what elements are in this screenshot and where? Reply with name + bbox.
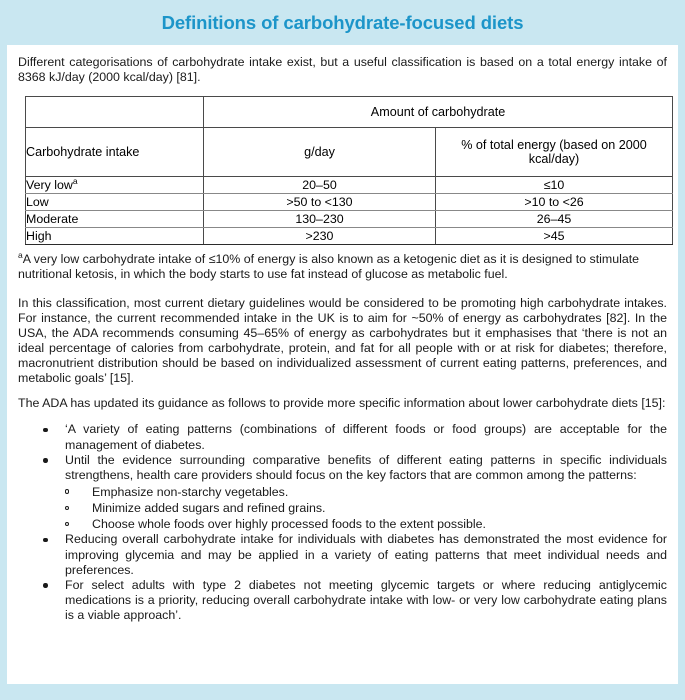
bullet-disc-icon — [43, 583, 48, 588]
ada-guidance-bullet-list — [18, 422, 667, 623]
table-footnote — [18, 252, 667, 283]
bullet-disc-icon — [43, 538, 48, 543]
table-cell-intake-label: Moderate — [26, 211, 204, 228]
table-cell-percent-energy: >45 — [436, 228, 673, 245]
table-row — [26, 194, 673, 211]
figure-title-bar — [0, 0, 685, 45]
bullet-circle-icon — [65, 489, 69, 493]
page-title: Definitions of carbohydrate-focused diets — [161, 11, 524, 33]
table-cell-percent-energy: ≤10 — [436, 177, 673, 194]
list-item — [65, 500, 667, 516]
table-cell-g-per-day: >50 to <130 — [204, 194, 436, 211]
footnote-marker: a — [18, 250, 23, 261]
list-item — [18, 422, 667, 452]
table-header-g-per-day: g/day — [204, 128, 436, 177]
list-item — [65, 484, 667, 500]
footnote-text: A very low carbohydrate intake of ≤10% of energy is also known as a ketogenic diet as it is designed to stimulate nutritional ketosis, in which the body starts to use fat instead of glucose as metabolic fuel. — [18, 252, 640, 282]
table-header-carbohydrate-intake: Carbohydrate intake — [26, 128, 204, 177]
list-item-text: For select adults with type 2 diabetes not meeting glycemic targets or where reducing antiglycemic medications is a priority, reducing overall carbohydrate intake with low- or very low carbohydrate eating plans is a viable approach’. — [65, 577, 667, 622]
table-header-blank-cell — [26, 97, 204, 128]
table-row — [26, 177, 673, 194]
table-cell-percent-energy: 26–45 — [436, 211, 673, 228]
table-header-row-columns — [26, 128, 673, 177]
sub-list-item-text: Emphasize non-starchy vegetables. — [92, 484, 289, 499]
paragraph-spacer — [18, 283, 667, 296]
table-header-percent-total-energy: % of total energy (based on 2000 kcal/day) — [436, 128, 673, 177]
sub-list-item-text: Choose whole foods over highly processed foods to the extent possible. — [92, 517, 486, 532]
paragraph-spacer — [18, 386, 667, 396]
list-item — [18, 532, 667, 577]
bullet-disc-icon — [43, 458, 48, 463]
list-item-text: Until the evidence surrounding comparative benefits of different eating patterns in specific individuals strengthens, health care providers should focus on the key factors that are common among the patterns: — [65, 452, 667, 482]
classification-paragraph: In this classification, most current dietary guidelines would be considered to be promoting high carbohydrate intakes. For instance, the current recommended intake in the UK is to aim for ~50% of energy as carbohydrates [82]. In the USA, the ADA recommends consuming 45–65% of energy as carbohydrates but it emphasises that ‘there is not an ideal percentage of calories from carbohydrate, protein, and fat for all people with or at risk for diabetes; therefore, macronutrient distribution should be based on individualized assessment of current eating patterns, preferences, and metabolic goals’ [15]. — [18, 295, 667, 386]
list-item-text: Reducing overall carbohydrate intake for individuals with diabetes has demonstrated the most evidence for improving glycemia and may be applied in a variety of eating patterns that meet individual needs and preferences. — [65, 532, 667, 577]
table-cell-g-per-day: 20–50 — [204, 177, 436, 194]
table-row — [26, 211, 673, 228]
table-head — [26, 97, 673, 177]
ada-guidance-intro-paragraph: The ADA has updated its guidance as follows to provide more specific information about lower carbohydrate diets [15]: — [18, 396, 666, 411]
list-item-text: ‘A variety of eating patterns (combinations of different foods or food groups) are acceptable for the management of diabetes. — [65, 422, 667, 452]
table-row — [26, 228, 673, 245]
table-cell-g-per-day: 130–230 — [204, 211, 436, 228]
table-header-row-group — [26, 97, 673, 128]
bullet-disc-icon — [43, 428, 48, 433]
content-panel — [7, 45, 678, 684]
carbohydrate-intake-table — [25, 96, 673, 245]
table-cell-intake-label: High — [26, 228, 204, 245]
row-label-text: Very low — [26, 178, 73, 193]
intro-paragraph: Different categorisations of carbohydrate intake exist, but a useful classification is based on a total energy intake of 8368 kJ/day (2000 kcal/day) [81]. — [18, 55, 667, 85]
sub-list-wrapper — [65, 484, 667, 533]
list-item — [18, 578, 667, 623]
footnote-marker-superscript: a — [72, 176, 78, 187]
list-item — [65, 516, 667, 532]
table-cell-g-per-day: >230 — [204, 228, 436, 245]
bullet-circle-icon — [65, 522, 69, 526]
key-factors-sub-list — [65, 484, 667, 533]
bullet-circle-icon — [65, 506, 69, 510]
table-cell-intake-label — [26, 177, 204, 194]
table-header-amount-of-carbohydrate: Amount of carbohydrate — [204, 97, 673, 128]
table-cell-intake-label: Low — [26, 194, 204, 211]
table-body — [26, 177, 673, 245]
list-item — [18, 453, 667, 533]
sub-list-item-text: Minimize added sugars and refined grains. — [92, 501, 326, 516]
table-cell-percent-energy: >10 to <26 — [436, 194, 673, 211]
